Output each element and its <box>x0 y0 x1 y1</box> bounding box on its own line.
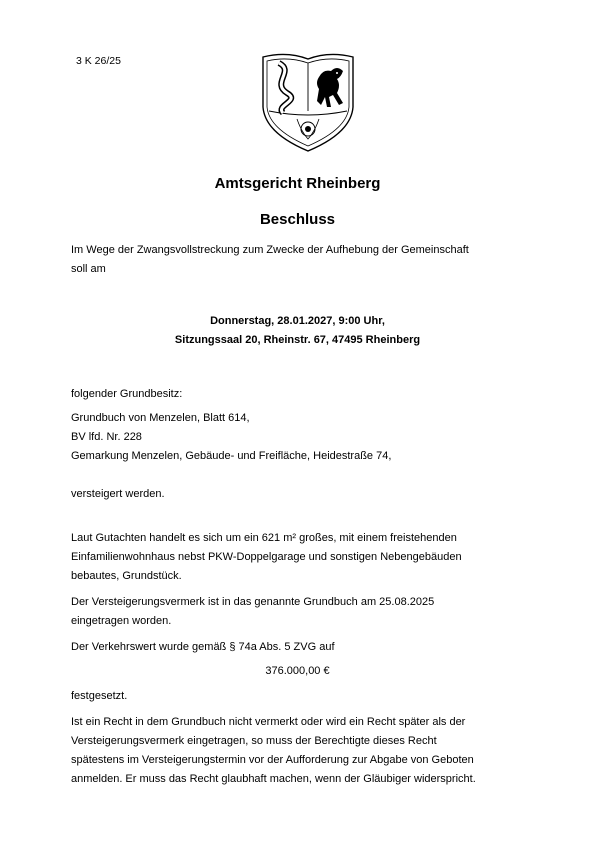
text-line: Der Versteigerungsvermerk ist in das genannte Grundbuch am 25.08.2025 <box>71 596 435 608</box>
text-line: Laut Gutachten handelt es sich um ein 621 m² großes, mit einem freistehenden <box>71 532 457 544</box>
text-line: Gemarkung Menzelen, Gebäude- und Freifläche, Heidestraße 74, <box>71 450 392 462</box>
recht-paragraph <box>71 713 521 789</box>
verkehrswert-amount: 376.000,00 € <box>265 665 330 677</box>
court-name: Amtsgericht Rheinberg <box>214 175 381 192</box>
text-line: Versteigerungsvermerk eingetragen, so muss der Berechtigte dieses Recht <box>71 735 437 747</box>
verkehrswert-label: Der Verkehrswert wurde gemäß § 74a Abs. 5 ZVG auf <box>71 641 335 653</box>
termin-location: Sitzungssaal 20, Rheinstr. 67, 47495 Rheinberg <box>174 334 421 346</box>
text-line: Ist ein Recht in dem Grundbuch nicht vermerkt oder wird ein Recht später als der <box>71 716 466 728</box>
text-line: Grundbuch von Menzelen, Blatt 614, <box>71 412 250 424</box>
case-number: 3 K 26/25 <box>76 55 121 67</box>
text-line: bebautes, Grundstück. <box>71 570 182 582</box>
intro-paragraph <box>71 241 521 279</box>
gutachten-paragraph <box>71 529 521 586</box>
grundbesitz-label: folgender Grundbesitz: <box>71 388 183 400</box>
nrw-coat-of-arms-icon <box>257 49 359 154</box>
festgesetzt-line: festgesetzt. <box>71 690 128 702</box>
text-line: eingetragen worden. <box>71 615 172 627</box>
text-line: Einfamilienwohnhaus nebst PKW-Doppelgarage und sonstigen Nebengebäuden <box>71 551 462 563</box>
text-line: anmelden. Er muss das Recht glaubhaft machen, wenn der Gläubiger widerspricht. <box>71 773 476 785</box>
vermerk-paragraph <box>71 593 521 631</box>
text-line: spätestens im Versteigerungstermin vor der Aufforderung zur Abgabe von Geboten <box>71 754 474 766</box>
text-line: Im Wege der Zwangsvollstreckung zum Zwecke der Aufhebung der Gemeinschaft <box>71 244 469 256</box>
text-line: soll am <box>71 263 106 275</box>
document-title: Beschluss <box>259 211 336 228</box>
termin-date: Donnerstag, 28.01.2027, 9:00 Uhr, <box>210 315 385 327</box>
termin-block <box>0 312 595 350</box>
grundbuch-block <box>71 409 521 466</box>
text-line: BV lfd. Nr. 228 <box>71 431 142 443</box>
versteigert-line: versteigert werden. <box>71 488 165 500</box>
